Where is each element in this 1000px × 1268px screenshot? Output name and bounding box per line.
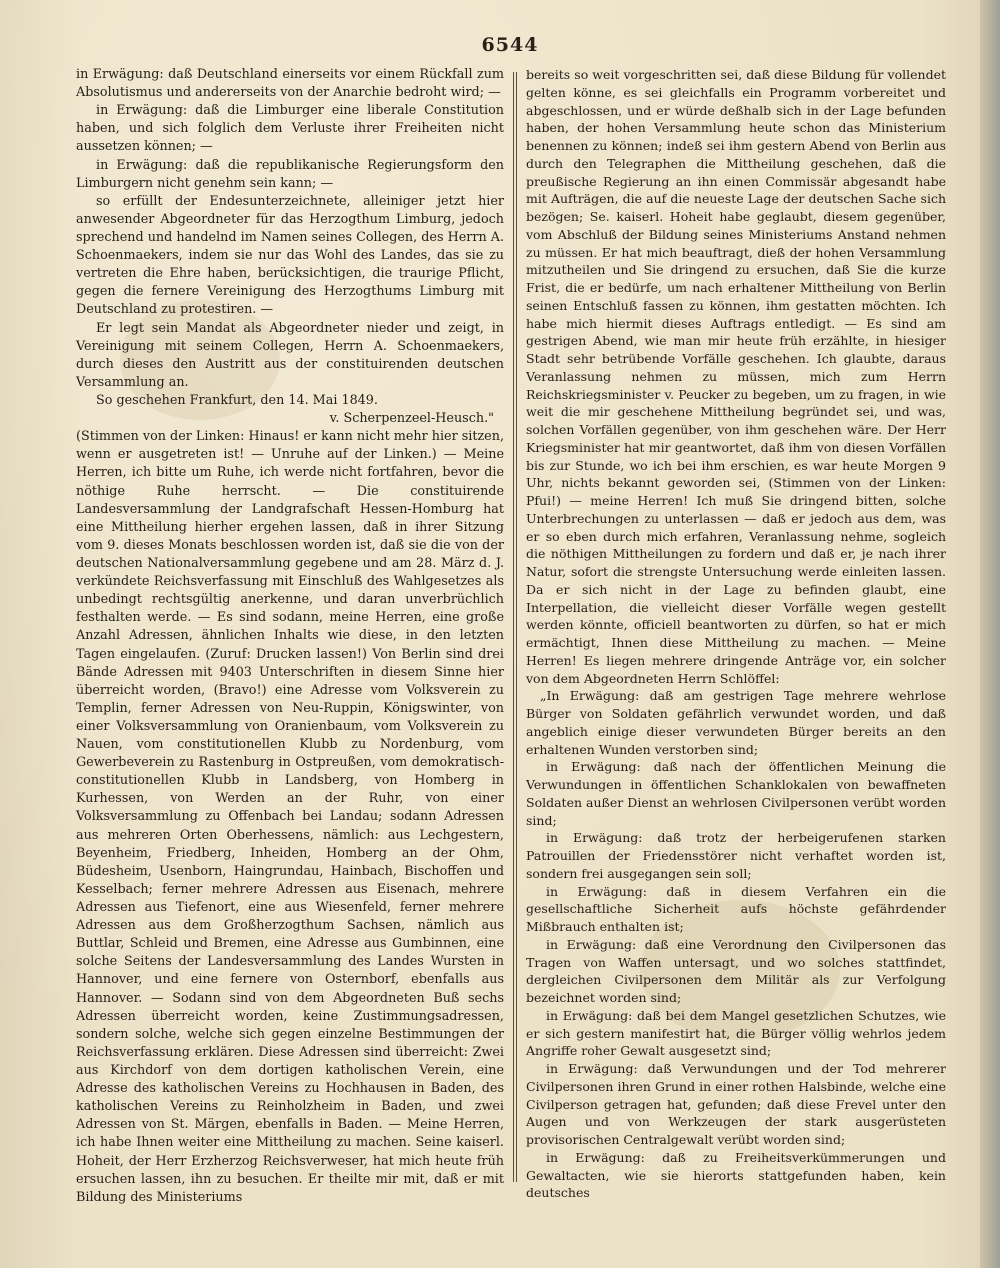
paragraph: bereits so weit vorgeschritten sei, daß diese Bildung für vollendet gelten könne, es sei gleichfalls ein Programm vorbereitet und abgeschlossen, und er würde deßhalb sich in der Lage befunden haben, der hohen Versammlung heute schon das Ministerium benennen zu können; indeß sei ihm gestern Abend von Berlin aus durch den Telegraphen die Mittheilung geschehen, daß die preußische Regierung an ihn einen Commissär abgesandt habe mit Aufträgen, die auf die neueste Lage der deutschen Sache sich bezögen; Se. kaiserl. Hoheit habe geglaubt, diesem gegenüber, vom Abschluß der Bildung seines Ministeriums Anstand nehmen zu müssen. Er hat mich beauftragt, dieß der hohen Versammlung mitzutheilen und Sie dringend zu ersuchen, daß Sie die kurze Frist, die er bedürfe, um nach erhaltener Mittheilung von Berlin seinen Entschluß fassen zu können, ihm gestatten möchten. Ich habe mich hiermit dieses Auftrags entledigt. — Es sind am gestrigen Abend, wie man mir heute früh erzählte, in hiesiger Stadt sehr betrübende Vorfälle geschehen. Ich glaubte, daraus Veranlassung nehmen zu müssen, mich zum Herrn Reichskriegsminister v. Peucker zu begeben, um zu fragen, in wie weit die mir geschehene Mittheilung begründet sei, und was, solchen Vorfällen gegenüber, von ihm geschehen wäre. Der Herr Kriegsminister hat mir geantwortet, daß ihm von diesen Vorfällen bis zur Stunde, wo ich bei ihm erschien, es war heute Morgen 9 Uhr, nichts bekannt geworden sei, (Stimmen von der Linken: Pfui!) — meine Herren! Ich muß Sie dringend bitten, solche Unterbrechungen zu unterlassen — daß er jedoch aus dem, was er so eben durch mich erfahren, Veranlassung nehme, sogleich die nöthigen Mittheilungen zu fordern und daß er, je nach ihrer Natur, sofort die strengste Untersuchung werde einleiten lassen. Da er sich nicht in der Lage zu befinden glaubt, eine Interpellation, die vielleicht dieser Vorfälle wegen gestellt werden könnte, officiell beantworten zu dürfen, so hat er mich ermächtigt, Ihnen diese Mittheilung zu machen. — Meine Herren! Es liegen mehrere dringende Anträge vor, ein solcher von dem Abgeordneten Herrn Schlöffel: xyxy=(526,67,946,686)
paragraph: in Erwägung: daß Deutschland einerseits vor einem Rückfall zum Absolutismus und andererseits von der Anarchie bedroht wird; — xyxy=(76,67,504,101)
right-column xyxy=(526,66,946,1202)
paragraph: Er legt sein Mandat als Abgeordneter nieder und zeigt, in Vereinigung mit seinem Collegen, Herrn A. Schoenmaekers, durch dieses den Austritt aus der constituirenden deutschen Versammlung an. xyxy=(76,320,504,390)
left-column xyxy=(76,66,504,1207)
paragraph: (Stimmen von der Linken: Hinaus! er kann nicht mehr hier sitzen, wenn er ausgetreten ist! — Unruhe auf der Linken.) — Meine Herren, ich bitte um Ruhe, ich werde nicht fortfahren, bevor die nöthige Ruhe herrscht. — Die constituirende Landesversammlung der Landgrafschaft Hessen-Homburg hat eine Mittheilung hierher ergehen lassen, daß in ihrer Sitzung vom 9. dieses Monats beschlossen worden ist, daß sie die von der deutschen Nationalversammlung gegebene und am 28. März d. J. verkündete Reichsverfassung mit Einschluß des Wahlgesetzes als unbedingt rechtsgültig anerkenne, und daran unverbrüchlich festhalten werde. — Es sind sodann, meine Herren, eine große Anzahl Adressen, ähnlichen Inhalts wie diese, in den letzten Tagen eingelaufen. (Zuruf: Drucken lassen!) Von Berlin sind drei Bände Adressen mit 9403 Unterschriften in diesem Sinne hier überreicht worden, (Bravo!) eine Adresse vom Volksverein zu Templin, ferner Adressen von Neu-Ruppin, Königswinter, von einer Volksversammlung von Oranienbaum, vom Volksverein zu Nauen, vom constitutionellen Klubb zu Nordenburg, vom Gewerbeverein zu Rastenburg in Ostpreußen, vom demokratisch-constitutionellen Klubb in Landsberg, von Homberg in Kurhessen, von Werden an der Ruhr, von einer Volksversammlung zu Offenbach bei Landau; sodann Adressen aus mehreren Orten Oberhessens, nämlich: aus Lechgestern, Beyenheim, Friedberg, Inheiden, Homberg an der Ohm, Büdesheim, Usenborn, Haingrundau, Hainbach, Bischoffen und Kesselbach; ferner mehrere Adressen aus Eisenach, mehrere Adressen aus Tiefenort, eine aus Wiesenfeld, ferner mehrere Adressen aus dem Großherzogthum Sachsen, nämlich aus Buttlar, Schleid und Bremen, eine Adresse aus Gumbinnen, eine solche Seitens der Landesversammlung des Landes Wursten in Hannover, und eine fernere von Osternborf, ebenfalls aus Hannover. — Sodann sind von dem Abgeordneten Buß sechs Adressen überreicht worden, keine Zustimmungsadressen, sondern solche, welche sich gegen einzelne Bestimmungen der Reichsverfassung erklären. Diese Adressen sind überreicht: Zwei aus Kirchdorf von dem dortigen katholischen Verein, eine Adresse des katholischen Vereins zu Hochhausen in Baden, des katholischen Vereins zu Reinholzheim in Baden, und zwei Adressen von St. Märgen, ebenfalls in Baden. — Meine Herren, ich habe Ihnen weiter eine Mittheilung zu machen. Seine kaiserl. Hoheit, der Herr Erzherzog Reichsverweser, hat mich heute früh ersuchen lassen, ihn zu besuchen. Er theilte mir mit, daß er mit Bildung des Ministeriums xyxy=(76,429,504,1205)
column-divider xyxy=(516,72,517,1182)
dateline: So geschehen Frankfurt, den 14. Mai 1849. xyxy=(96,392,378,408)
paragraph: so erfüllt der Endesunterzeichnete, alleiniger jetzt hier anwesender Abgeordneter für das Herzogthum Limburg, jedoch sprechend und handelnd im Namen seines Collegen, des Herrn A. Schoenmaekers, indem sie nur das Wohl des Landes, das sie zu vertreten die Ehre haben, berücksichtigen, die traurige Pflicht, gegen die fernere Vereinigung des Herzogthums Limburg mit Deutschland zu protestiren. — xyxy=(76,193,504,318)
paragraph: in Erwägung: daß trotz der herbeigerufenen starken Patrouillen der Friedensstörer nicht verhaftet worden ist, sondern frei ausgegangen sein soll; xyxy=(526,830,946,881)
paragraph: in Erwägung: daß die Limburger eine liberale Constitution haben, und sich folglich dem Verluste ihrer Freiheiten nicht aussetzen können; — xyxy=(76,103,504,155)
paragraph: in Erwägung: daß in diesem Verfahren ein die gesellschaftliche Sicherheit aufs höchste gefährdender Mißbrauch enthalten ist; xyxy=(526,883,946,934)
paragraph: in Erwägung: daß eine Verordnung den Civilpersonen das Tragen von Waffen untersagt, und wo solches stattfindet, dergleichen Civilpersonen dem Militär als zur Verfolgung bezeichnet worden sind; xyxy=(526,936,946,1005)
page-number: 6544 xyxy=(481,34,539,56)
paragraph: „In Erwägung: daß am gestrigen Tage mehrere wehrlose Bürger von Soldaten gefährlich verwundet worden, und daß angeblich einige dieser verwundeten Bürger bereits an den erhaltenen Wunden verstorben sind; xyxy=(526,688,946,757)
paragraph: in Erwägung: daß bei dem Mangel gesetzlichen Schutzes, wie er sich gestern manifestirt hat, die Bürger völlig wehrlos jedem Angriffe roher Gewalt ausgesetzt sind; xyxy=(526,1007,946,1059)
column-divider xyxy=(513,72,514,1182)
paragraph: in Erwägung: daß Verwundungen und der Tod mehrerer Civilpersonen ihren Grund in einer rothen Halsbinde, welche eine Civilperson getragen hat, gefunden; daß diese Frevel unter den Augen und von Werkzeugen der stark ausgerüsteten provisorischen Centralgewalt verübt worden sind; xyxy=(526,1061,946,1147)
signature: v. Scherpenzeel-Heusch." xyxy=(329,411,494,427)
page-edge xyxy=(980,0,1000,1268)
paragraph: in Erwägung: daß nach der öffentlichen Meinung die Verwundungen in öffentlichen Schanklokalen von bewaffneten Soldaten außer Dienst an wehrlosen Civilpersonen verübt worden sind; xyxy=(526,759,946,828)
paragraph: in Erwägung: daß zu Freiheitsverkümmerungen und Gewaltacten, wie sie hierorts stattgefunden haben, kein deutsches xyxy=(526,1149,946,1201)
paragraph: in Erwägung: daß die republikanische Regierungsform den Limburgern nicht genehm sein kann; — xyxy=(76,157,504,191)
